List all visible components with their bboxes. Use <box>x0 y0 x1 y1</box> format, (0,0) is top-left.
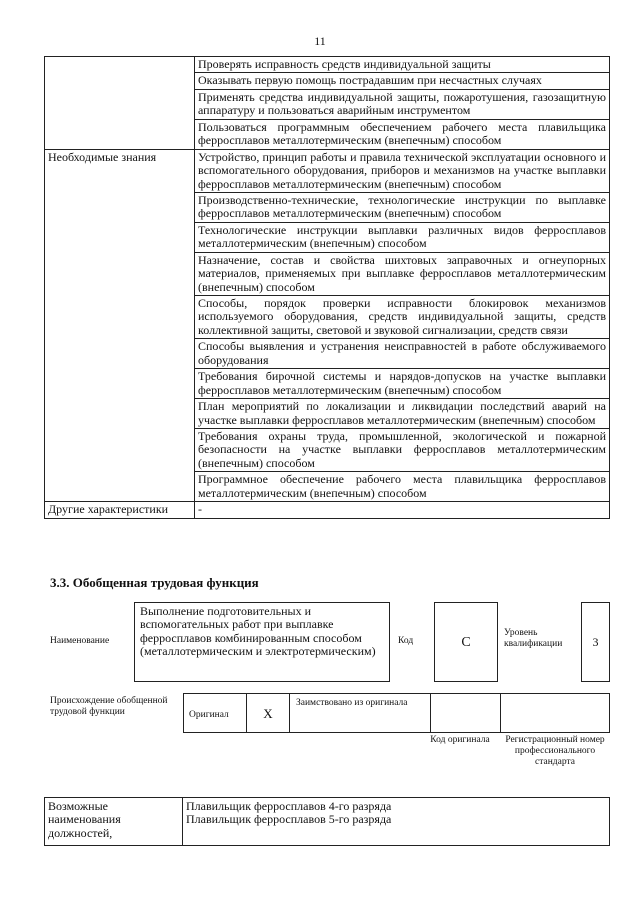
original-mark: X <box>263 706 273 721</box>
registration-number-caption: Регистрационный номер профессионального стандарта <box>505 735 605 767</box>
function-name-box: Выполнение подготовительных и вспомогательных работ при выплавке ферросплавов комбинированным способом (металлотермическим и электротермическим) <box>134 602 390 682</box>
original-label: Оригинал <box>189 710 229 720</box>
knowledge-item: Требования бирочной системы и нарядов-допусков на участке выплавки ферросплавов металлотермическим (внепечным) способом <box>195 369 610 399</box>
original-mark-cell <box>247 694 290 732</box>
skill-item: Применять средства индивидуальной защиты, пожаротушения, газозащитную аппаратуру и пользоваться аварийным инструментом <box>195 89 610 119</box>
table-row <box>45 57 610 73</box>
name-label: Наименование <box>50 636 110 646</box>
knowledge-item: Назначение, состав и свойства шихтовых заправочных и огнеупорных материалов, применяемых при выплавке ферросплавов металлотермическим (внепечным) способом <box>195 252 610 295</box>
qualification-level-box: 3 <box>581 602 610 682</box>
skill-item: Пользоваться программным обеспечением рабочего места плавильщика ферросплавов металлотермическим (внепечным) способом <box>195 119 610 149</box>
skill-item: Проверять исправность средств индивидуальной защиты <box>195 57 610 73</box>
origin-label: Происхождение обобщенной трудовой функции <box>50 696 168 717</box>
original-cell <box>184 694 247 732</box>
competency-table <box>44 56 610 519</box>
borrowed-cell <box>290 694 431 732</box>
knowledge-label: Необходимые знания <box>45 149 195 502</box>
knowledge-item: Требования охраны труда, промышленной, экологической и пожарной безопасности на участке выплавки ферросплавов металлотермическим (внепечным) способом <box>195 428 610 471</box>
knowledge-item: Способы выявления и устранения неисправностей в работе обслуживаемого оборудования <box>195 339 610 369</box>
skills-label-cell <box>45 57 195 150</box>
knowledge-item: Устройство, принцип работы и правила технической эксплуатации основного и вспомогательного оборудования, приборов и механизмов на участке выплавки ферросплавов металлотермическим (внепечным) способом <box>195 149 610 192</box>
code-label: Код <box>398 636 414 646</box>
knowledge-item: Программное обеспечение рабочего места плавильщика ферросплавов металлотермическим (внепечным) способом <box>195 472 610 502</box>
knowledge-item: План мероприятий по локализации и ликвидации последствий аварий на участке выплавки ферросплавов металлотермическим (внепечным) способом <box>195 399 610 429</box>
other-value: - <box>195 502 610 518</box>
section-heading: 3.3. Обобщенная трудовая функция <box>50 575 259 590</box>
skill-item: Оказывать первую помощь пострадавшим при несчастных случаях <box>195 73 610 89</box>
knowledge-item: Производственно-технические, технологические инструкции по выплавке ферросплавов металлотермическим (внепечным) способом <box>195 192 610 222</box>
table-row <box>45 149 610 192</box>
table-row <box>45 798 610 846</box>
qualification-level-label: Уровень квалификации <box>504 628 563 649</box>
knowledge-item: Технологические инструкции выплавки различных видов ферросплавов металлотермическим (внепечным) способом <box>195 222 610 252</box>
page-number: 11 <box>314 34 326 48</box>
table-row <box>45 502 610 518</box>
code-value-box: C <box>434 602 498 682</box>
position-item: Плавильщик ферросплавов 5-го разряда <box>186 812 392 827</box>
original-code-caption: Код оригинала <box>430 735 490 745</box>
positions-table <box>44 797 610 846</box>
borrowed-label: Заимствовано из оригинала <box>296 698 408 708</box>
other-label: Другие характеристики <box>45 502 195 518</box>
positions-list <box>183 798 610 846</box>
knowledge-item: Способы, порядок проверки исправности блокировок механизмов используемого оборудования, средств индивидуальной защиты, средств коллективной защиты, световой и звуковой сигнализации, средств связи <box>195 296 610 339</box>
positions-label: Возможные наименования должностей, <box>45 798 183 846</box>
original-code-cell <box>431 694 501 732</box>
position-item: Плавильщик ферросплавов 4-го разряда <box>186 799 392 813</box>
registration-number-cell <box>501 694 609 732</box>
origin-table <box>183 693 610 733</box>
